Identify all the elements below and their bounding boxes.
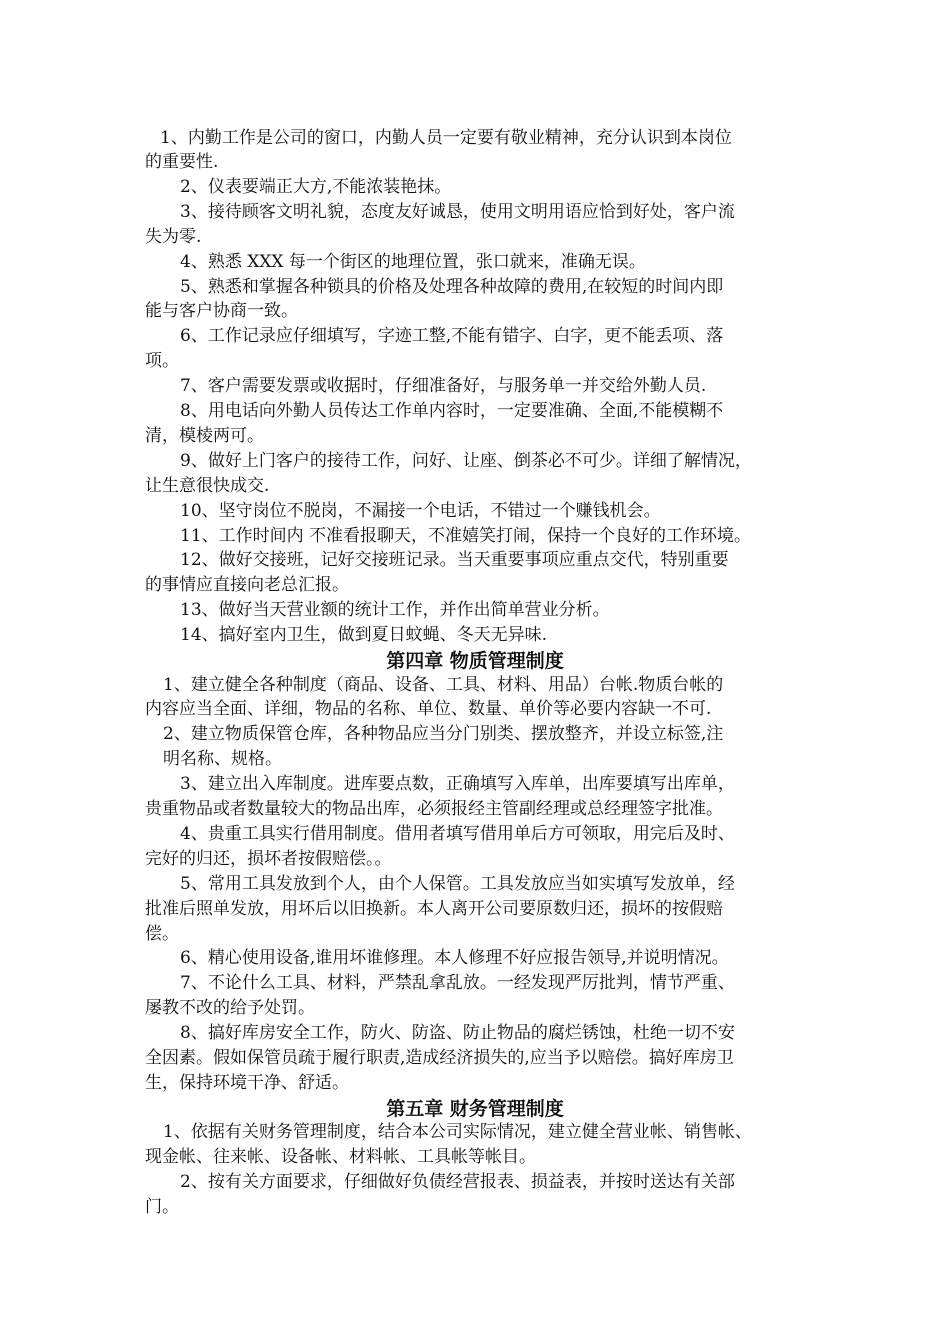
- paragraph-line: 贵重物品或者数量较大的物品出库，必须报经主管副经理或总经理签字批准。: [145, 799, 723, 819]
- paragraph-line: 明名称、规格。: [163, 749, 282, 769]
- paragraph-line: 的重要性.: [145, 152, 219, 172]
- paragraph-line: 5、熟悉和掌握各种锁具的价格及处理各种故障的费用,在较短的时间内即: [180, 277, 724, 297]
- paragraph-line: 2、仪表要端正大方,不能浓装艳抹。: [180, 177, 452, 197]
- paragraph-line: 门。: [145, 1197, 179, 1217]
- paragraph-line: 1、建立健全各种制度（商品、设备、工具、材料、用品）台帐.物质台帐的: [163, 675, 724, 695]
- paragraph-line: 10、坚守岗位不脱岗，不漏接一个电话，不错过一个赚钱机会。: [180, 501, 661, 521]
- paragraph-line: 3、接待顾客文明礼貌，态度友好诚恳，使用文明用语应恰到好处，客户流: [180, 202, 735, 222]
- paragraph-line: 全因素。假如保管员疏于履行职责,造成经济损失的,应当予以赔偿。搞好库房卫: [145, 1048, 734, 1068]
- paragraph-line: 6、工作记录应仔细填写，字迹工整,不能有错字、白字，更不能丢项、落: [180, 326, 724, 346]
- paragraph-line: 现金帐、往来帐、设备帐、材料帐、工具帐等帐目。: [145, 1147, 536, 1167]
- paragraph-line: 1、依据有关财务管理制度，结合本公司实际情况，建立健全营业帐、销售帐、: [163, 1122, 752, 1142]
- paragraph-line: 让生意很快成交.: [145, 476, 270, 496]
- paragraph-line: 批准后照单发放，用坏后以旧换新。本人离开公司要原数归还，损坏的按假赔: [145, 899, 723, 919]
- paragraph-line: 6、精心使用设备,谁用坏谁修理。本人修理不好应报告领导,并说明情况。: [180, 948, 729, 968]
- paragraph-line: 4、熟悉 XXX 每一个街区的地理位置，张口就来，准确无误。: [180, 252, 646, 272]
- paragraph-line: 7、客户需要发票或收据时，仔细准备好，与服务单一并交给外勤人员.: [180, 376, 707, 396]
- paragraph-line: 偿。: [145, 924, 179, 944]
- paragraph-line: 14、搞好室内卫生，做到夏日蚊蝇、冬天无异味.: [180, 625, 548, 645]
- paragraph-line: 7、不论什么工具、材料，严禁乱拿乱放。一经发现严厉批判，情节严重、: [180, 973, 735, 993]
- paragraph-line: 9、做好上门客户的接待工作，问好、让座、倒茶必不可少。详细了解情况，: [180, 451, 752, 471]
- paragraph-line: 能与客户协商一致。: [145, 301, 298, 321]
- paragraph-line: 2、建立物质保管仓库，各种物品应当分门别类、摆放整齐，并设立标签,注: [163, 724, 724, 744]
- paragraph-line: 8、用电话向外勤人员传达工作单内容时，一定要准确、全面,不能模糊不: [180, 401, 724, 421]
- paragraph-line: 2、按有关方面要求，仔细做好负债经营报表、损益表，并按时送达有关部: [180, 1172, 735, 1192]
- paragraph-line: 8、搞好库房安全工作，防火、防盗、防止物品的腐烂锈蚀，杜绝一切不安: [180, 1023, 735, 1043]
- paragraph-line: 内容应当全面、详细，物品的名称、单位、数量、单价等必要内容缺一不可.: [145, 699, 712, 719]
- paragraph-line: 清，模棱两可。: [145, 426, 264, 446]
- paragraph-line: 完好的归还，损坏者按假赔偿。。: [145, 849, 392, 869]
- paragraph-line: 屡教不改的给予处罚。: [145, 998, 315, 1018]
- paragraph-line: 4、贵重工具实行借用制度。借用者填写借用单后方可领取，用完后及时、: [180, 824, 735, 844]
- paragraph-line: 失为零.: [145, 227, 202, 247]
- chapter-heading: 第五章 财务管理制度: [386, 1098, 564, 1120]
- paragraph-line: 1、内勤工作是公司的窗口，内勤人员一定要有敬业精神，充分认识到本岗位: [160, 128, 732, 148]
- paragraph-line: 的事情应直接向老总汇报。: [145, 575, 349, 595]
- paragraph-line: 13、做好当天营业额的统计工作，并作出简单营业分析。: [180, 600, 610, 620]
- paragraph-line: 12、做好交接班，记好交接班记录。当天重要事项应重点交代，特别重要: [180, 550, 729, 570]
- paragraph-line: 3、建立出入库制度。进库要点数，正确填写入库单，出库要填写出库单，: [180, 774, 735, 794]
- paragraph-line: 5、常用工具发放到个人，由个人保管。工具发放应当如实填写发放单，经: [180, 874, 735, 894]
- paragraph-line: 项。: [145, 351, 179, 371]
- paragraph-line: 11、工作时间内 不准看报聊天，不准嬉笑打闹，保持一个良好的工作环境。: [180, 526, 752, 546]
- paragraph-line: 生，保持环境干净、舒适。: [145, 1073, 349, 1093]
- chapter-heading: 第四章 物质管理制度: [386, 650, 564, 672]
